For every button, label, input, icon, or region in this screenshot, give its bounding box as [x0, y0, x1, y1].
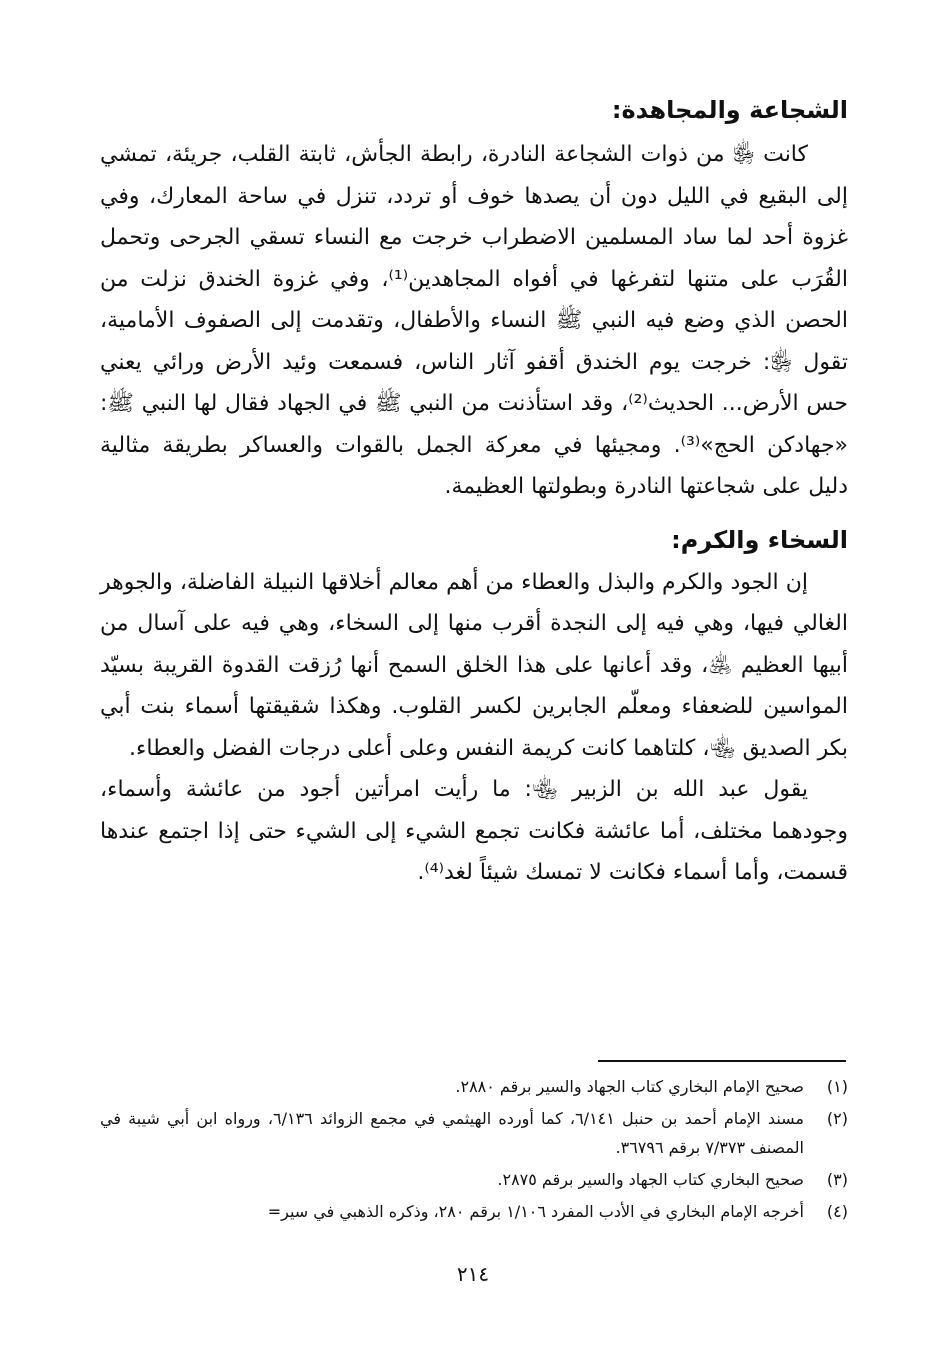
paragraph-generosity-2: يقول عبد الله بن الزبير ﵄: ما رأيت امرأتين أجود من عائشة وأسماء، وجودهما مختلف، أما عائشة فكانت تجمع الشيء إلى الشيء حتى إذا اجتمع عندها قسمت، وأما أسماء فكانت لا تمسك شيئاً لغد⁽⁴⁾. [100, 777, 848, 885]
footnote-number: (٢) [826, 1109, 848, 1128]
footnotes [100, 1072, 848, 1229]
main-text [100, 88, 848, 894]
section-heading-generosity: السخاء والكرم: [671, 525, 848, 554]
page-number: ٢١٤ [456, 1262, 490, 1286]
paragraph-courage: كانت ﵂ من ذوات الشجاعة النادرة، رابطة الجأش، ثابتة القلب، جريئة، تمشي إلى البقيع في الليل دون أن يصدها خوف أو تردد، تنزل في ساحة المعارك، وفي غزوة أحد لما ساد المسلمين الاضطراب خرجت مع النساء تسقي الجرحى وتحمل القُرَب على متنها لتفرغها في أفواه المجاهدين⁽¹⁾، وفي غزوة الخندق نزلت من الحصن الذي وضع فيه النبي ﷺ النساء والأطفال، وتقدمت إلى الصفوف الأمامية، تقول ﵂: خرجت يوم الخندق أقفو آثار الناس، فسمعت وئيد الأرض ورائي يعني حس الأرض... الحديث⁽²⁾، وقد استأذنت من النبي ﷺ في الجهاد فقال لها النبي ﷺ: «جهادكن الحج»⁽³⁾. ومجيئها في معركة الجمل بالقوات والعساكر بطريقة مثالية دليل على شجاعتها النادرة وبطولتها العظيمة. [100, 142, 849, 499]
footnote-item [100, 1072, 848, 1101]
footnote-item [100, 1165, 848, 1194]
footnote-item [100, 1104, 848, 1162]
footnote-text: مسند الإمام أحمد بن حنبل ٦/١٤١، كما أورده الهيثمي في مجمع الزوائد ٦/١٣٦، ورواه ابن أبي شيبة في المصنف ٧/٣٧٣ برقم ٣٦٧٩٦. [100, 1109, 805, 1157]
footnote-text: صحيح الإمام البخاري كتاب الجهاد والسير برقم ٢٨٨٠. [455, 1077, 804, 1096]
footnote-item [100, 1197, 848, 1226]
footnote-number: (١) [826, 1077, 848, 1096]
paragraph-generosity-1: إن الجود والكرم والبذل والعطاء من أهم معالم أخلاقها النبيلة الفاضلة، والجوهر الغالي فيها، وهي فيه إلى النجدة أقرب منها إلى السخاء، وهي فيه على آسال من أبيها العظيم ﵁، وقد أعانها على هذا الخلق السمح أنها رُزقت القدوة القريبة بسيّد المواسين للضعفاء ومعلّم الجابرين لكسر القلوب. وهكذا شقيقتها أسماء بنت أبي بكر الصديق ﵄، كلتاهما كانت كريمة النفس وعلى أعلى درجات الفضل والعطاء. [100, 569, 848, 761]
footnote-number: (٤) [826, 1202, 848, 1221]
section-heading-courage: الشجاعة والمجاهدة: [611, 96, 848, 124]
footnote-number: (٣) [826, 1170, 848, 1189]
footnote-separator [598, 1060, 846, 1062]
footnote-text: صحيح البخاري كتاب الجهاد والسير برقم ٢٨٧٥. [497, 1170, 804, 1189]
footnote-text: أخرجه الإمام البخاري في الأدب المفرد ١/١٠٦ برقم ٢٨٠، وذكره الذهبي في سير= [267, 1202, 804, 1221]
